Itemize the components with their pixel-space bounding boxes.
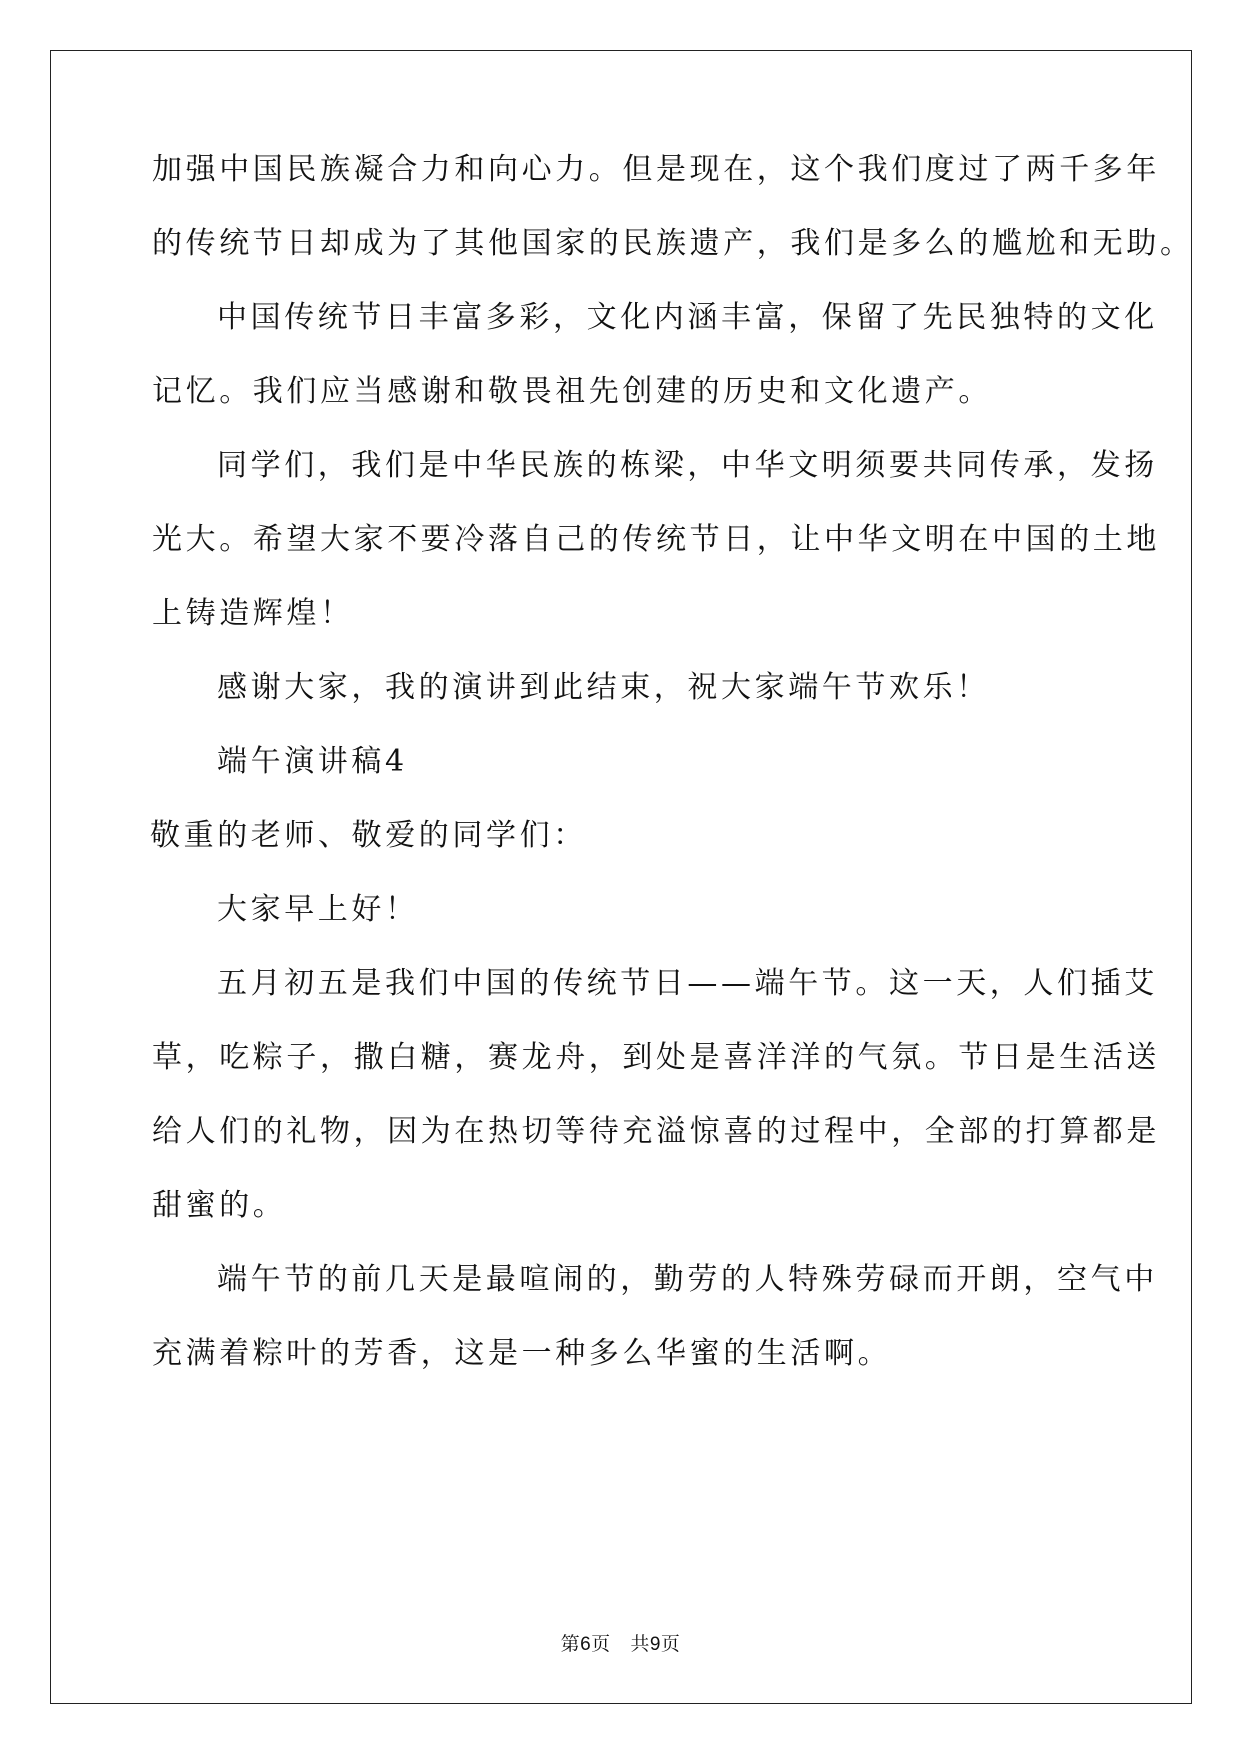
salutation: 敬重的老师、敬爱的同学们：	[150, 818, 587, 853]
text-line-2: 的传统节日却成为了其他国家的民族遗产，我们是多么的尴尬和无助。	[152, 226, 1194, 261]
footer-page-total: 9	[649, 1634, 661, 1655]
paragraph-line: 同学们，我们是中华民族的栋梁，中华文明须要共同传承，发扬	[217, 448, 1158, 483]
footer-page-current: 6	[580, 1634, 592, 1655]
footer-total-prefix: 共	[630, 1633, 650, 1655]
text-line-17: 充满着粽叶的芳香，这是一种多么华蜜的生活啊。	[152, 1336, 892, 1371]
footer-page-prefix: 第	[560, 1633, 581, 1655]
paragraph-line: 感谢大家，我的演讲到此结束，祝大家端午节欢乐！	[217, 670, 990, 705]
text-line-7: 上铸造辉煌！	[152, 596, 354, 631]
text-line-4: 记忆。我们应当感谢和敬畏祖先创建的历史和文化遗产。	[152, 374, 992, 409]
text-line-1: 加强中国民族凝合力和向心力。但是现在，这个我们度过了两千多年	[152, 152, 1160, 187]
text-line-15: 甜蜜的。	[152, 1188, 287, 1223]
text-line-6: 光大。希望大家不要冷落自己的传统节日，让中华文明在中国的土地	[152, 522, 1160, 557]
footer-page-mid: 页	[591, 1633, 611, 1655]
paragraph-line: 中国传统节日丰富多彩，文化内涵丰富，保留了先民独特的文化	[217, 300, 1158, 335]
section-heading: 端午演讲稿4	[217, 744, 408, 779]
paragraph-line: 五月初五是我们中国的传统节日——端午节。这一天，人们插艾	[217, 966, 1158, 1001]
footer-page-suffix: 页	[660, 1633, 681, 1655]
page-footer	[0, 1632, 1241, 1657]
text-line-14: 给人们的礼物，因为在热切等待充溢惊喜的过程中，全部的打算都是	[152, 1114, 1160, 1149]
greeting: 大家早上好！	[217, 892, 419, 927]
text-line-13: 草，吃粽子，撒白糖，赛龙舟，到处是喜洋洋的气氛。节日是生活送	[152, 1040, 1160, 1075]
paragraph-line: 端午节的前几天是最喧闹的，勤劳的人特殊劳碌而开朗，空气中	[217, 1262, 1158, 1297]
